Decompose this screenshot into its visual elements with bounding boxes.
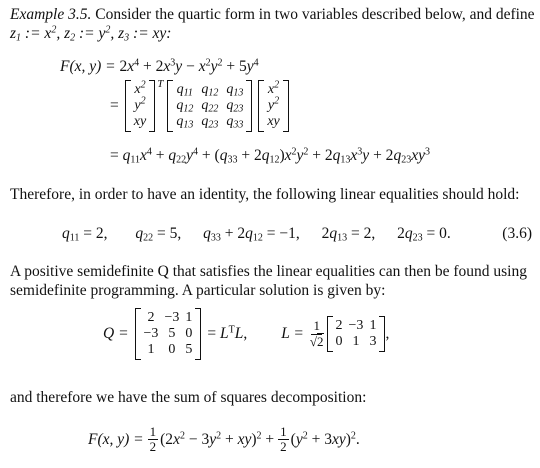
q-matrix: $q_{11}$ $q_{12}$ $q_{13}$ $q_{12}$ $q_{22}$ $q_{23}$ $q_{13}$ $q_{23}$ $q_{33}$ bbox=[167, 80, 252, 132]
l-label: L = bbox=[281, 325, 304, 343]
equation-number: (3.6) bbox=[502, 225, 532, 242]
psd-paragraph-line1: A positive semidefinite Q that satisfies the linear equalities can then be found using bbox=[10, 263, 527, 280]
sos-lhs: F(x, y) = bbox=[88, 431, 144, 449]
example-intro: Consider the quartic form in two variables described below, and define bbox=[95, 6, 535, 23]
half-fraction-1: $\frac{1}{2}$ bbox=[149, 424, 157, 455]
linear-equalities: $q_{11} = 2$, $q_{22} = 5$, $q_{33} + 2q_{12} = -1$, $2q_{13} = 2$, $2q_{23} = 0$. (3.6) bbox=[62, 225, 532, 244]
solution-line: Q = 2 −3 1 −3 5 0 1 0 5 = $L^TL$, L = $\frac{1}{√2}$ 2 −3 1 0 1 3 , bbox=[103, 308, 389, 360]
transpose-mark: T bbox=[157, 78, 164, 90]
sos-decomposition: F(x, y) = $\frac{1}{2}$ $(2x^2 - 3y^2 + xy)^2$ + $\frac{1}{2}$ $(y^2 + 3xy)^2$. bbox=[88, 424, 360, 455]
monomial-vector-transposed: $x^2$ $y^2$ xy bbox=[125, 80, 155, 132]
q-solution-matrix: 2 −3 1 −3 5 0 1 0 5 bbox=[135, 308, 202, 360]
psd-paragraph-line2: semidefinite programming. A particular solution is given by: bbox=[10, 282, 386, 299]
half-fraction-2: $\frac{1}{2}$ bbox=[280, 424, 287, 455]
one-over-sqrt2: $\frac{1}{√2}$ bbox=[309, 318, 324, 349]
quartic-form-line: F(x, $y) = 2x^4 + 2x^3y - x^2y^2 + 5y^4$ bbox=[60, 57, 259, 75]
expanded-form-line: = $q_{11}x^4 + q_{22}y^4 + (q_{33} + 2q_{12})x^2y^2 + 2q_{13}x^3y + 2q_{23}xy^3$ bbox=[110, 146, 430, 166]
f-lhs: F(x, y) = bbox=[60, 58, 116, 75]
variable-definitions: $z_1$ := $x^2$, $z_2$ := $y^2$, $z_3$ := xy: bbox=[10, 24, 172, 44]
example-header bbox=[10, 5, 535, 24]
identity-paragraph: Therefore, in order to have an identity, the following linear equalities should hold: bbox=[10, 186, 520, 203]
q-label: Q = bbox=[103, 325, 129, 343]
gram-matrix-line: = $x^2$ $y^2$ xy T $q_{11}$ $q_{12}$ $q_{13}$ $q_{12}$ $q_{22}$ $q_{23}$ $q_{13}$ $q_{23}$ $q_{33}$ $x^2$ $y^2$ xy bbox=[110, 80, 289, 132]
example-label: Example 3.5. bbox=[10, 6, 92, 23]
monomial-vector: $x^2$ $y^2$ xy bbox=[258, 80, 288, 132]
l-matrix: 2 −3 1 0 1 3 bbox=[327, 316, 386, 352]
sos-paragraph: and therefore we have the sum of squares decomposition: bbox=[10, 389, 367, 406]
